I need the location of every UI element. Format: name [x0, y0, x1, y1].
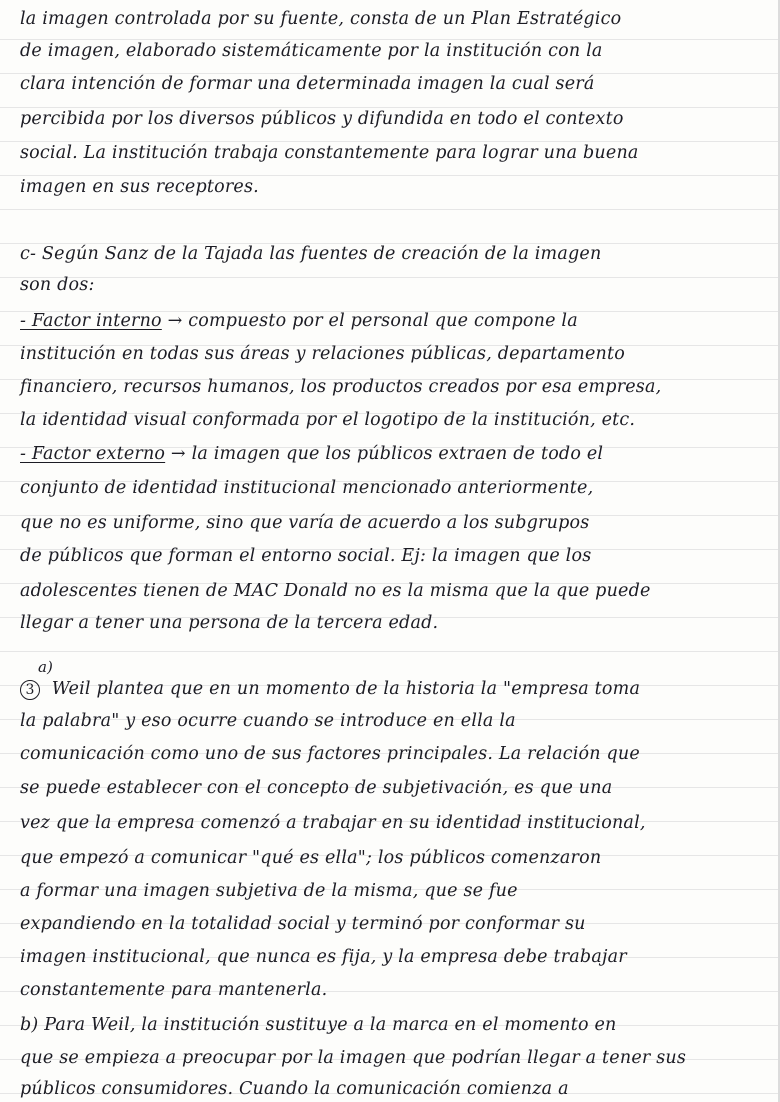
factor-interno-line — [20, 310, 578, 332]
factor-externo-text: la imagen que los públicos extraen de todo el — [191, 444, 604, 464]
item-sub-label: a) — [38, 658, 53, 676]
arrow-icon: → — [170, 444, 186, 464]
text-line-5: social. La institución trabaja constantemente para lograr una buena — [20, 143, 639, 163]
text-line-22: se puede establecer con el concepto de subjetivación, es que una — [20, 778, 613, 798]
text-line-25: a formar una imagen subjetiva de la misma, que se fue — [20, 881, 518, 901]
text-line-7: c- Según Sanz de la Tajada las fuentes de creación de la imagen — [20, 244, 602, 264]
text-line-31: públicos consumidores. Cuando la comunicación comienza a — [20, 1079, 569, 1099]
text-line-1: la imagen controlada por su fuente, consta de un Plan Estratégico — [20, 9, 622, 29]
text-line-28: constantemente para mantenerla. — [20, 980, 328, 1000]
text-line-16: de públicos que forman el entorno social. Ej: la imagen que los — [20, 546, 592, 566]
item-3-text: Weil plantea que en un momento de la historia la "empresa toma — [51, 679, 641, 699]
text-line-15: que no es uniforme, sino que varía de acuerdo a los subgrupos — [20, 513, 590, 533]
item-3-line — [20, 678, 640, 700]
text-line-18: llegar a tener una persona de la tercera edad. — [20, 613, 439, 633]
text-line-17: adolescentes tienen de MAC Donald no es la misma que la que puede — [20, 581, 651, 601]
text-line-8: son dos: — [20, 275, 95, 295]
arrow-icon: → — [167, 311, 183, 331]
text-line-4: percibida por los diversos públicos y difundida en todo el contexto — [20, 109, 624, 129]
factor-interno-text: compuesto por el personal que compone la — [188, 311, 578, 331]
text-line-20: la palabra" y eso ocurre cuando se introduce en ella la — [20, 711, 516, 731]
text-line-27: imagen institucional, que nunca es fija, y la empresa debe trabajar — [20, 947, 627, 967]
text-line-21: comunicación como uno de sus factores principales. La relación que — [20, 744, 640, 764]
text-line-29: b) Para Weil, la institución sustituye a la marca en el momento en — [20, 1015, 617, 1035]
text-line-12: la identidad visual conformada por el logotipo de la institución, etc. — [20, 410, 636, 430]
text-line-26: expandiendo en la totalidad social y terminó por conformar su — [20, 914, 586, 934]
factor-interno-label: - Factor interno — [20, 311, 162, 331]
text-line-3: clara intención de formar una determinada imagen la cual será — [20, 74, 595, 94]
text-line-30: que se empieza a preocupar por la imagen que podrían llegar a tener sus — [20, 1048, 687, 1068]
text-line-10: institución en todas sus áreas y relaciones públicas, departamento — [20, 344, 625, 364]
text-line-11: financiero, recursos humanos, los productos creados por esa empresa, — [20, 377, 662, 397]
text-line-2: de imagen, elaborado sistemáticamente por la institución con la — [20, 41, 603, 61]
text-line-23: vez que la empresa comenzó a trabajar en su identidad institucional, — [20, 813, 646, 833]
text-line-6: imagen en sus receptores. — [20, 177, 259, 197]
factor-externo-line — [20, 443, 603, 465]
circled-number-icon: 3 — [20, 680, 40, 700]
factor-externo-label: - Factor externo — [20, 444, 166, 464]
text-line-24: que empezó a comunicar "qué es ella"; los públicos comenzaron — [20, 848, 602, 868]
text-line-14: conjunto de identidad institucional mencionado anteriormente, — [20, 478, 594, 498]
